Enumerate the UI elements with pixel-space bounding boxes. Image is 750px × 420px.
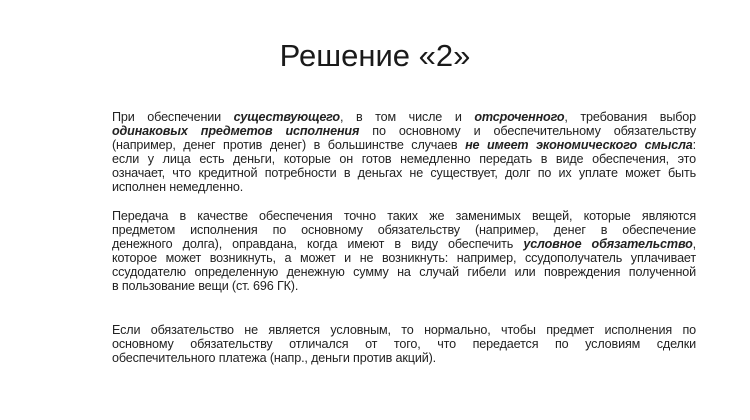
text-line [112,180,696,194]
paragraph-2 [112,209,696,293]
text-segment: в пользование вещи (ст. 696 ГК). [112,279,299,293]
text-segment: (например, денег против денег) в большинстве случаев [112,138,466,152]
text-segment: основному обязательству отличался от того, что передается по условиям сделки [112,337,696,351]
text-segment: означает, что кредитной потребности в деньгах не существует, долг по их уплате может быть [112,166,696,180]
text-line [112,323,696,337]
emphasized-text: существующего [233,110,340,124]
text-line [112,223,696,237]
text-segment: по основному и обеспечительному обязательству [359,124,696,138]
text-line [112,138,696,152]
text-segment: обеспечительного платежа (напр., деньги против акций). [112,351,436,365]
text-segment: Если обязательство не является условным, то нормально, чтобы предмет исполнения по [112,323,696,337]
text-segment: : [692,138,696,152]
text-line [112,251,696,265]
text-segment: , требования выбор [564,110,696,124]
text-segment: если у лица есть деньги, которые он готов немедленно передать в виде обеспечения, это [112,152,696,166]
text-line [112,152,696,166]
text-segment: предметом исполнения по основному обязательству (например, денег в обеспечение [112,223,696,237]
text-segment: ссудодателю определенную денежную сумму на случай гибели или повреждения полученной [112,265,696,279]
text-line [112,279,696,293]
text-segment: Передача в качестве обеспечения точно таких же заменимых вещей, которые являются [112,209,696,223]
paragraph-3 [112,323,696,365]
emphasized-text: отсроченного [474,110,565,124]
text-line [112,209,696,223]
text-segment: денежного долга), оправдана, когда имеют в виду обеспечить [112,237,524,251]
text-segment: , в том числе и [339,110,475,124]
text-line [112,351,696,365]
paragraph-1 [112,110,696,194]
slide-title: Решение «2» [279,38,471,73]
text-segment: При обеспечении [112,110,234,124]
text-line [112,265,696,279]
text-line [112,124,696,138]
text-line [112,237,696,251]
text-line [112,337,696,351]
text-line [112,166,696,180]
text-segment: исполнен немедленно. [112,180,244,194]
text-segment: которое может возникнуть, а может и не возникнуть: например, ссудополучатель уплачивает [112,251,696,265]
emphasized-text: не имеет экономического смысла [465,138,693,152]
text-line [112,110,696,124]
emphasized-text: условное обязательство [523,237,693,251]
emphasized-text: одинаковых предметов исполнения [112,124,360,138]
text-segment: , [692,237,696,251]
